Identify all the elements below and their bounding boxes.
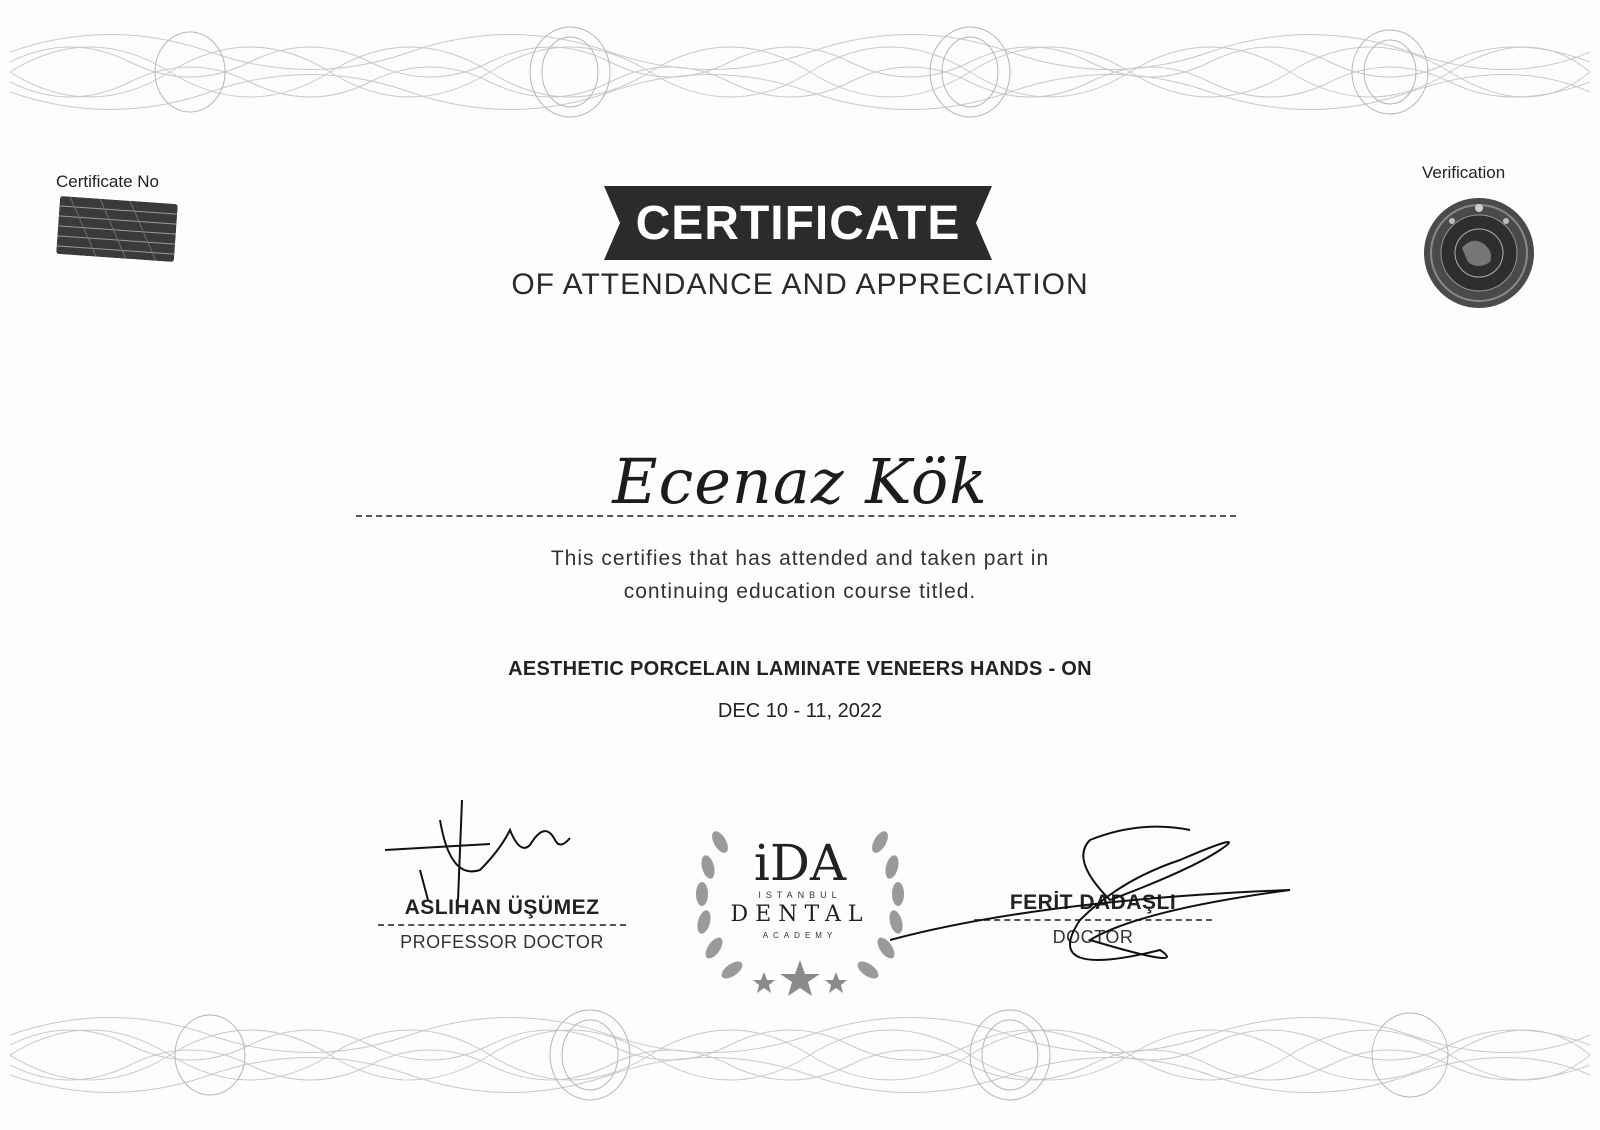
certification-statement [430, 542, 1170, 608]
top-guilloche-border [10, 12, 1590, 132]
verification-seal-icon [1422, 196, 1536, 310]
statement-line-2: continuing education course titled. [623, 580, 977, 603]
logo-mark: iDA [753, 834, 847, 892]
right-signer-role: DOCTOR [1052, 927, 1134, 947]
logo-dental: DENTAL [730, 902, 870, 927]
left-signature-image [380, 800, 590, 910]
recipient-underline [356, 515, 1236, 517]
bottom-guilloche-border [10, 995, 1590, 1115]
course-date: DEC 10 - 11, 2022 [717, 700, 883, 722]
left-signer [378, 896, 626, 953]
left-signer-role: PROFESSOR DOCTOR [400, 932, 604, 952]
statement-line-1: This certifies that has attended and taken part in [550, 547, 1050, 570]
certificate-no-label: Certificate No [56, 172, 159, 191]
recipient-name: Ecenaz Kök [612, 445, 988, 518]
left-signer-name: ASLIHAN ÜŞÜMEZ [404, 896, 600, 919]
right-signature-image [890, 820, 1310, 980]
course-title: AESTHETIC PORCELAIN LAMINATE VENEERS HANDS - ON [508, 658, 1092, 680]
logo-istanbul: ISTANBUL [758, 890, 842, 900]
certificate-title: CERTIFICATE [635, 196, 961, 250]
left-signer-line [378, 924, 626, 926]
certificate-subtitle: OF ATTENDANCE AND APPRECIATION [511, 268, 1089, 301]
logo-academy: ACADEMY [762, 931, 838, 940]
verification-label: Verification [1422, 163, 1506, 182]
right-signer-name: FERİT DADAŞLI [1009, 891, 1177, 914]
hologram-sticker-icon [56, 196, 178, 262]
